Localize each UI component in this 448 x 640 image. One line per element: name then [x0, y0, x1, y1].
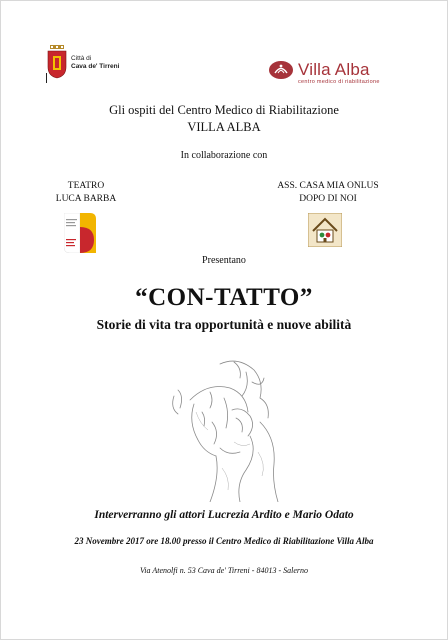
city-divider	[46, 73, 47, 83]
collaboration-text: In collaborazione con	[180, 150, 268, 161]
partner-teatro-line-2: LUCA BARBA	[55, 194, 117, 204]
presenting-text: Presentano	[202, 255, 246, 266]
partner-casa-mia-line-1: ASS. CASA MIA ONLUS	[277, 181, 379, 191]
partner-teatro	[46, 180, 126, 206]
intro-line-2: VILLA ALBA	[187, 120, 261, 134]
event-subtitle: Storie di vita tra opportunità e nuove abilità	[96, 317, 352, 332]
hands-sketch-illustration	[150, 352, 300, 502]
event-address: Via Atenolfi n. 53 Cava de' Tirreni - 84013 - Salerno	[140, 566, 308, 575]
city-crest-icon	[46, 45, 68, 79]
villa-alba-tagline: centro medico di riabilitazione	[298, 79, 380, 85]
city-logo	[46, 45, 146, 85]
actors-text: Interverranno gli attori Lucrezia Ardito e Mario Odato	[94, 509, 354, 521]
villa-alba-logo	[268, 60, 408, 88]
teatro-luca-barba-logo	[64, 213, 96, 253]
partner-casa-mia-line-2: DOPO DI NOI	[299, 194, 357, 204]
casa-mia-logo	[308, 213, 342, 247]
event-datetime: 23 Novembre 2017 ore 18.00 presso il Centro Medico di Riabilitazione Villa Alba	[74, 536, 374, 546]
villa-alba-mark-icon	[268, 60, 294, 80]
partner-casa-mia	[268, 180, 388, 206]
city-label: Città di	[71, 55, 92, 62]
intro-line-1: Gli ospiti del Centro Medico di Riabilitazione	[109, 103, 339, 117]
partner-teatro-line-1: TEATRO	[67, 181, 105, 191]
event-title: “CON-TATTO”	[135, 284, 313, 311]
villa-alba-name: Villa Alba	[298, 60, 370, 79]
city-name: Cava de' Tirreni	[71, 63, 120, 70]
